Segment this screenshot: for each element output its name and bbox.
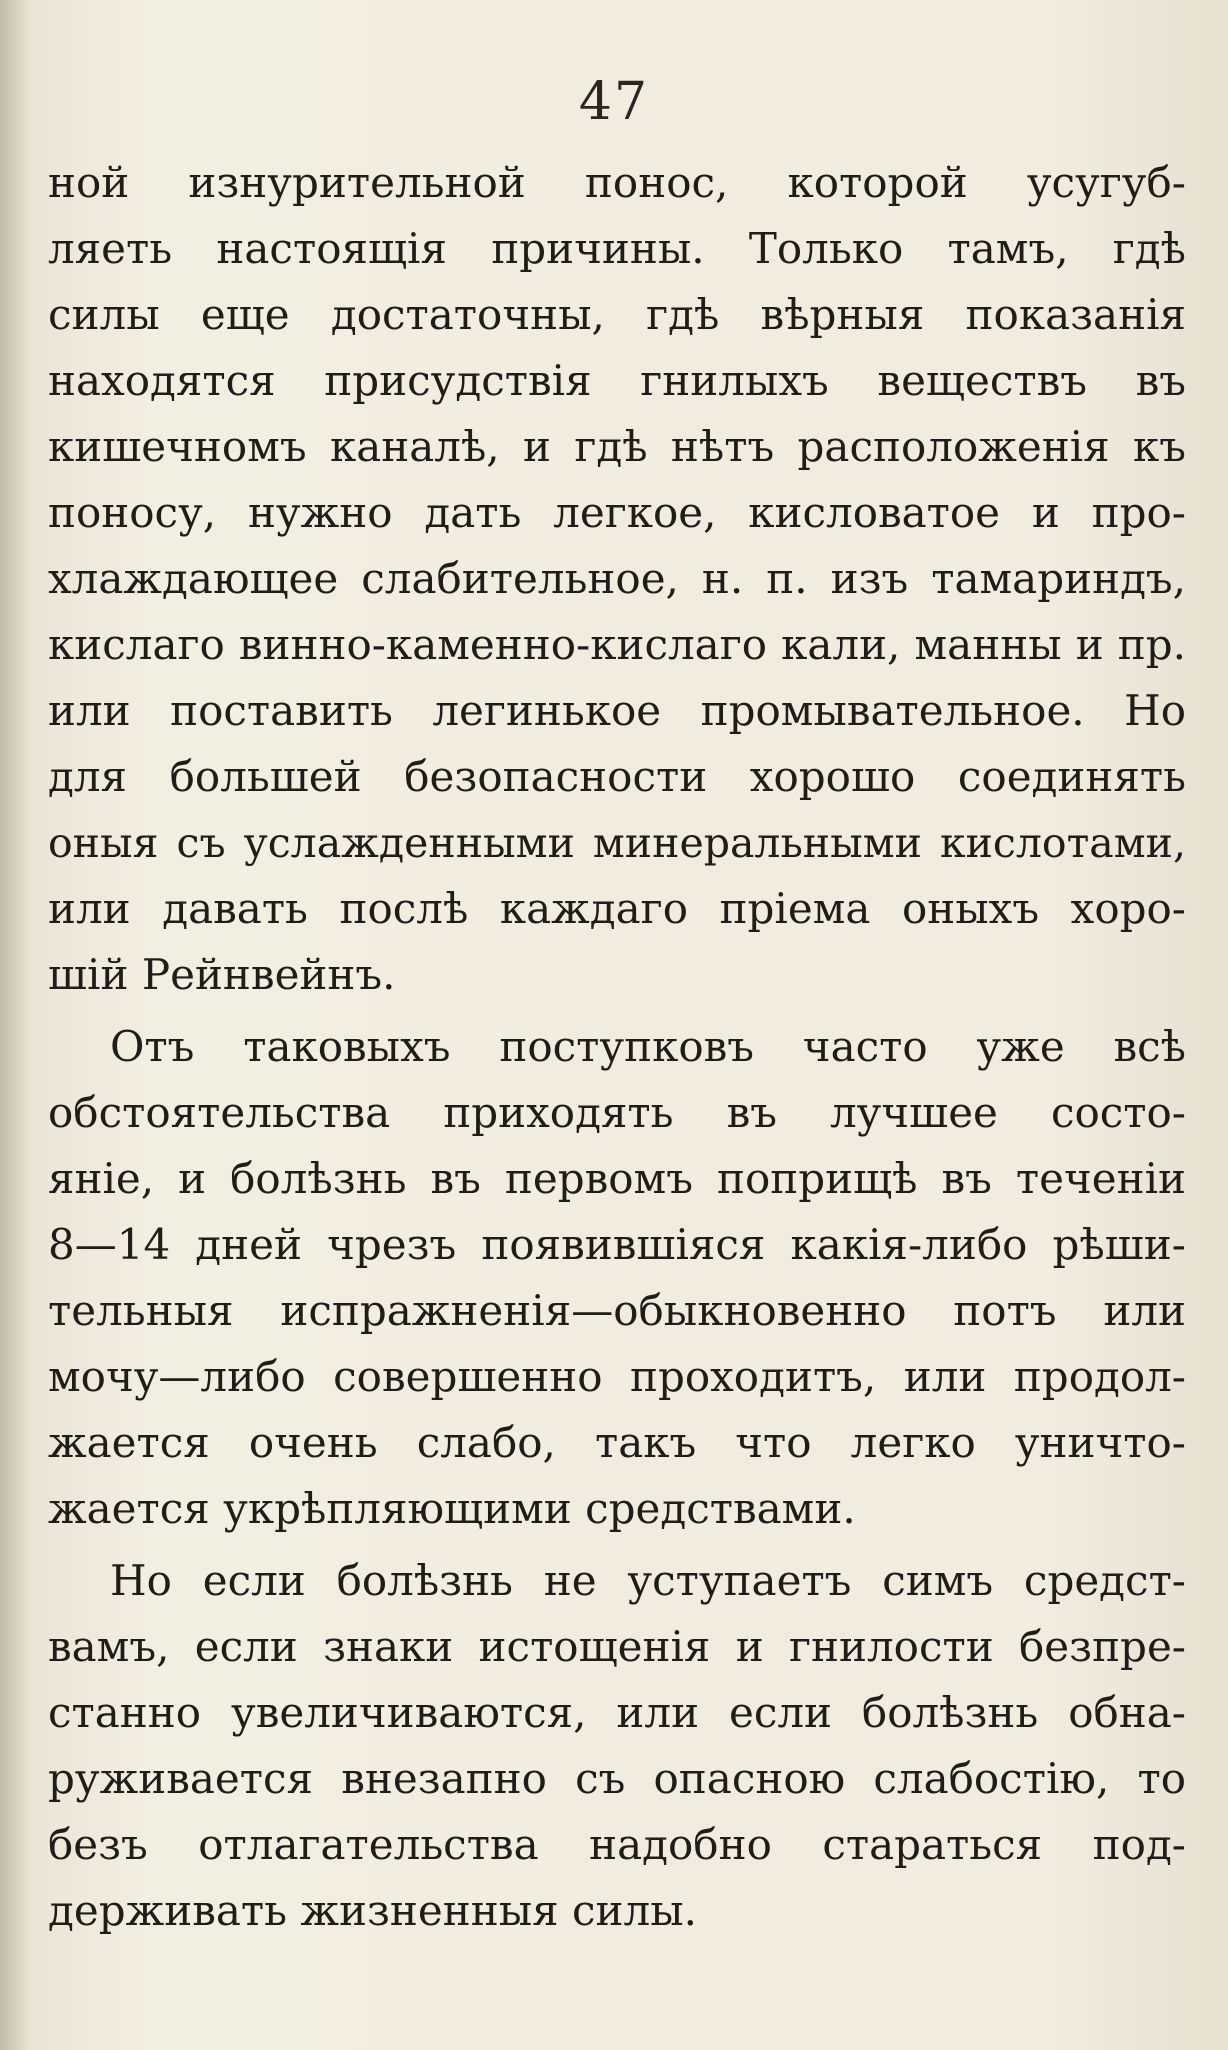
text-line: шій Рейнвейнъ. bbox=[48, 950, 396, 999]
paragraph-2 bbox=[48, 1014, 1186, 1542]
text-line: для большей безопасности хорошо соединять bbox=[48, 752, 1186, 801]
text-line: Но если болѣзнь не уступаетъ симъ средст- bbox=[110, 1556, 1186, 1605]
text-line: 8—14 дней чрезъ появившіяся какія-либо рѣши- bbox=[48, 1220, 1186, 1269]
text-line: кишечномъ каналѣ, и гдѣ нѣтъ расположенія къ bbox=[48, 422, 1186, 471]
text-line: ной изнурительной понос, которой усугуб- bbox=[48, 158, 1186, 207]
text-line: жается очень слабо, такъ что легко уничто- bbox=[48, 1418, 1186, 1467]
page-number: 47 bbox=[578, 72, 650, 132]
text-line: держивать жизненныя силы. bbox=[48, 1886, 697, 1935]
text-line: оныя съ услажденными минеральными кислотами, bbox=[48, 819, 1186, 867]
paragraph-3 bbox=[48, 1548, 1186, 1944]
text-line: руживается внезапно съ опасною слабостію, то bbox=[48, 1754, 1186, 1803]
text-line: жается укрѣпляющими средствами. bbox=[48, 1484, 856, 1533]
binding-shadow bbox=[0, 0, 30, 2050]
text-line: яніе, и болѣзнь въ первомъ поприщѣ въ теченіи bbox=[48, 1154, 1186, 1203]
text-line: ляеть настоящія причины. Только тамъ, гдѣ bbox=[48, 224, 1186, 273]
body-text bbox=[48, 150, 1186, 1950]
text-line: поносу, нужно дать легкое, кисловатое и про- bbox=[48, 488, 1186, 537]
text-line: станно увеличиваются, или если болѣзнь обна- bbox=[48, 1688, 1186, 1737]
text-line: вамъ, если знаки истощенія и гнилости безпре- bbox=[48, 1622, 1186, 1671]
text-line: или давать послѣ каждаго пріема оныхъ хоро- bbox=[48, 884, 1186, 933]
text-line: находятся присудствія гнилыхъ веществъ въ bbox=[48, 356, 1186, 405]
text-line: хлаждающее слабительное, н. п. изъ тамариндъ, bbox=[48, 554, 1186, 603]
text-line: безъ отлагательства надобно стараться под- bbox=[48, 1820, 1186, 1869]
text-line: Отъ таковыхъ поступковъ часто уже всѣ bbox=[110, 1022, 1186, 1071]
text-line: тельныя испражненія—обыкновенно потъ или bbox=[48, 1286, 1186, 1335]
text-line: кислаго винно-каменно-кислаго кали, манны и пр. bbox=[48, 620, 1186, 669]
paragraph-1 bbox=[48, 150, 1186, 1008]
text-line: обстоятельства приходять въ лучшее состо- bbox=[48, 1088, 1186, 1137]
text-line: силы еще достаточны, гдѣ вѣрныя показанія bbox=[48, 290, 1186, 339]
text-line: или поставить легинькое промывательное. Но bbox=[48, 686, 1186, 735]
text-line: мочу—либо совершенно проходитъ, или продол- bbox=[48, 1352, 1186, 1401]
